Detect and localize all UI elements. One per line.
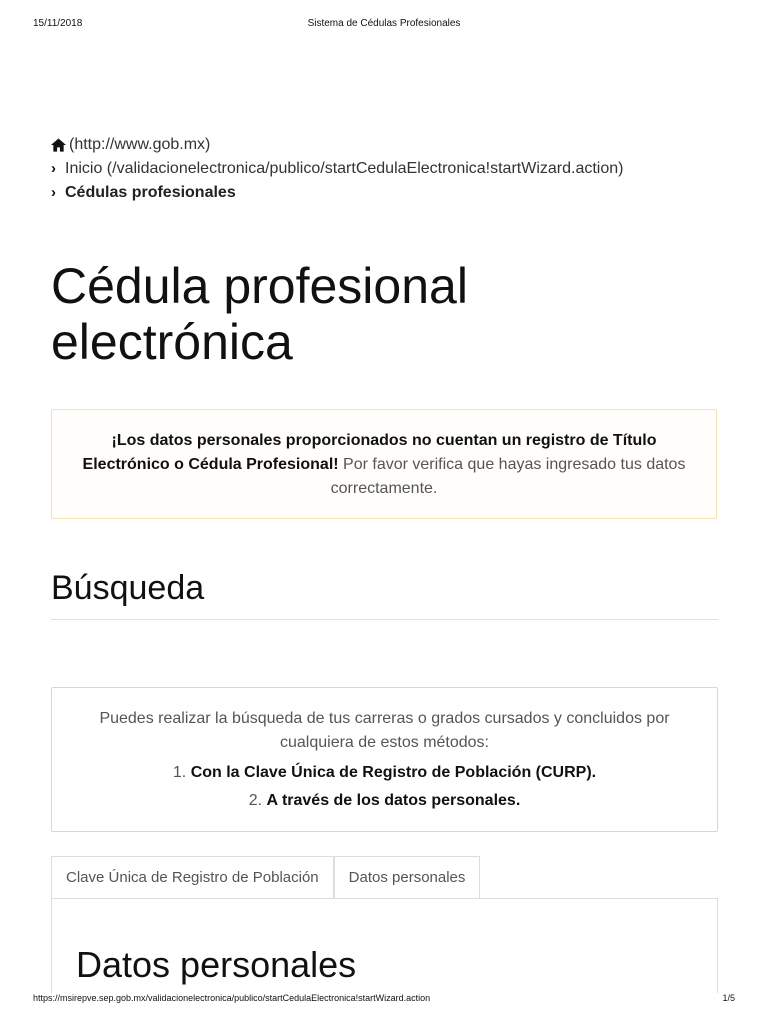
breadcrumb-inicio-link[interactable]: Inicio (/validacionelectronica/publico/startCedulaElectronica!startWizard.action) <box>65 160 624 177</box>
print-header <box>33 18 735 32</box>
breadcrumb-home-link[interactable]: (http://www.gob.mx) <box>69 136 211 153</box>
search-heading: Búsqueda <box>51 569 205 607</box>
search-tabs <box>51 856 480 898</box>
breadcrumb-home[interactable] <box>51 133 623 157</box>
tab-panel <box>51 898 718 993</box>
home-icon <box>51 138 66 152</box>
search-methods-list <box>82 759 687 815</box>
panel-heading: Datos personales <box>76 944 357 985</box>
search-method-item <box>82 759 687 787</box>
print-title: Sistema de Cédulas Profesionales <box>307 18 461 29</box>
print-page-number: 1/5 <box>722 993 735 1003</box>
method-label: Con la Clave Única de Registro de Población (CURP). <box>190 764 597 781</box>
breadcrumb-current <box>51 181 623 205</box>
print-footer <box>33 993 735 1007</box>
warning-alert-bold: ¡Los datos personales proporcionados no cuentan un registro de Título Electrónico o Cédula Profesional! <box>82 432 657 473</box>
tab-curp[interactable]: Clave Única de Registro de Población <box>51 856 334 898</box>
info-alert-intro: Puedes realizar la búsqueda de tus carreras o grados cursados y concluidos por cualquiera de estos métodos: <box>99 710 670 751</box>
section-divider <box>51 619 718 620</box>
chevron-right-icon: › <box>51 160 56 177</box>
breadcrumb <box>51 133 623 205</box>
chevron-right-icon: › <box>51 184 56 201</box>
method-number: 1. <box>172 764 191 781</box>
breadcrumb-inicio[interactable] <box>51 157 623 181</box>
page-title: Cédula profesional electrónica <box>51 258 468 370</box>
warning-alert <box>51 409 717 519</box>
print-url: https://msirepve.sep.gob.mx/validacionelectronica/publico/startCedulaElectronica!startWizard.action <box>33 993 431 1003</box>
search-method-item <box>82 787 687 815</box>
method-label: A través de los datos personales. <box>266 792 521 809</box>
tab-datos-personales[interactable]: Datos personales <box>334 856 481 898</box>
warning-alert-text: Por favor verifica que hayas ingresado tus datos correctamente. <box>330 456 686 497</box>
info-alert <box>51 687 718 832</box>
method-number: 2. <box>248 792 267 809</box>
breadcrumb-current-label: Cédulas profesionales <box>65 184 236 201</box>
print-date: 15/11/2018 <box>33 18 83 29</box>
